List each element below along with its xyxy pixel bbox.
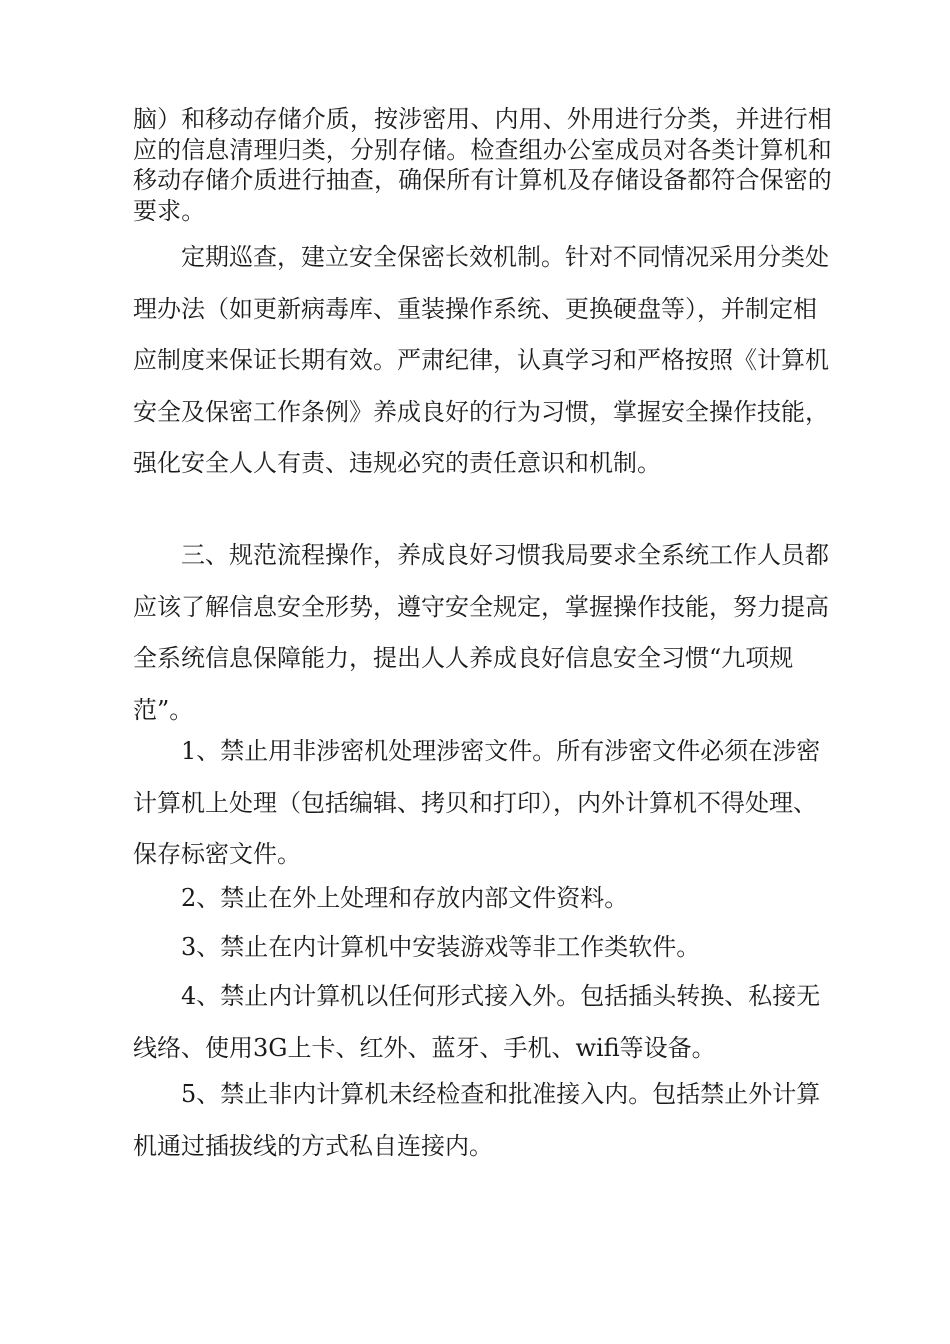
- paragraph-rule-2: 2、禁止在外上处理和存放内部文件资料。: [181, 884, 629, 912]
- paragraph-section-three-heading: 三、规范流程操作，养成良好习惯我局要求全系统工作人员都应该了解信息安全形势，遵守安全规定，掌握操作技能，努力提高全系统信息保障能力，提出人人养成良好信息安全习惯“九项规范”。: [133, 541, 829, 724]
- paragraph-rule-4: 4、禁止内计算机以任何形式接入外。包括插头转换、私接无线络、使用3G上卡、红外、蓝牙、手机、wifi等设备。: [133, 982, 821, 1062]
- paragraph-storage-classification: 脑）和移动存储介质，按涉密用、内用、外用进行分类，并进行相应的信息清理归类，分别存储。检查组办公室成员对各类计算机和移动存储介质进行抽查，确保所有计算机及存储设备都符合保密的要求。: [133, 105, 832, 225]
- paragraph-rule-3: 3、禁止在内计算机中安装游戏等非工作类软件。: [181, 933, 701, 961]
- paragraph-regular-inspection: 定期巡查，建立安全保密长效机制。针对不同情况采用分类处理办法（如更新病毒库、重装操作系统、更换硬盘等），并制定相应制度来保证长期有效。严肃纪律，认真学习和严格按照《计算机安全及保密工作条例》养成良好的行为习惯，掌握安全操作技能，强化安全人人有责、违规必究的责任意识和机制。: [133, 243, 829, 477]
- paragraph-rule-1: 1、禁止用非涉密机处理涉密文件。所有涉密文件必须在涉密计算机上处理（包括编辑、拷贝和打印），内外计算机不得处理、保存标密文件。: [133, 737, 821, 868]
- paragraph-rule-5: 5、禁止非内计算机未经检查和批准接入内。包括禁止外计算机通过插拔线的方式私自连接内。: [133, 1080, 821, 1160]
